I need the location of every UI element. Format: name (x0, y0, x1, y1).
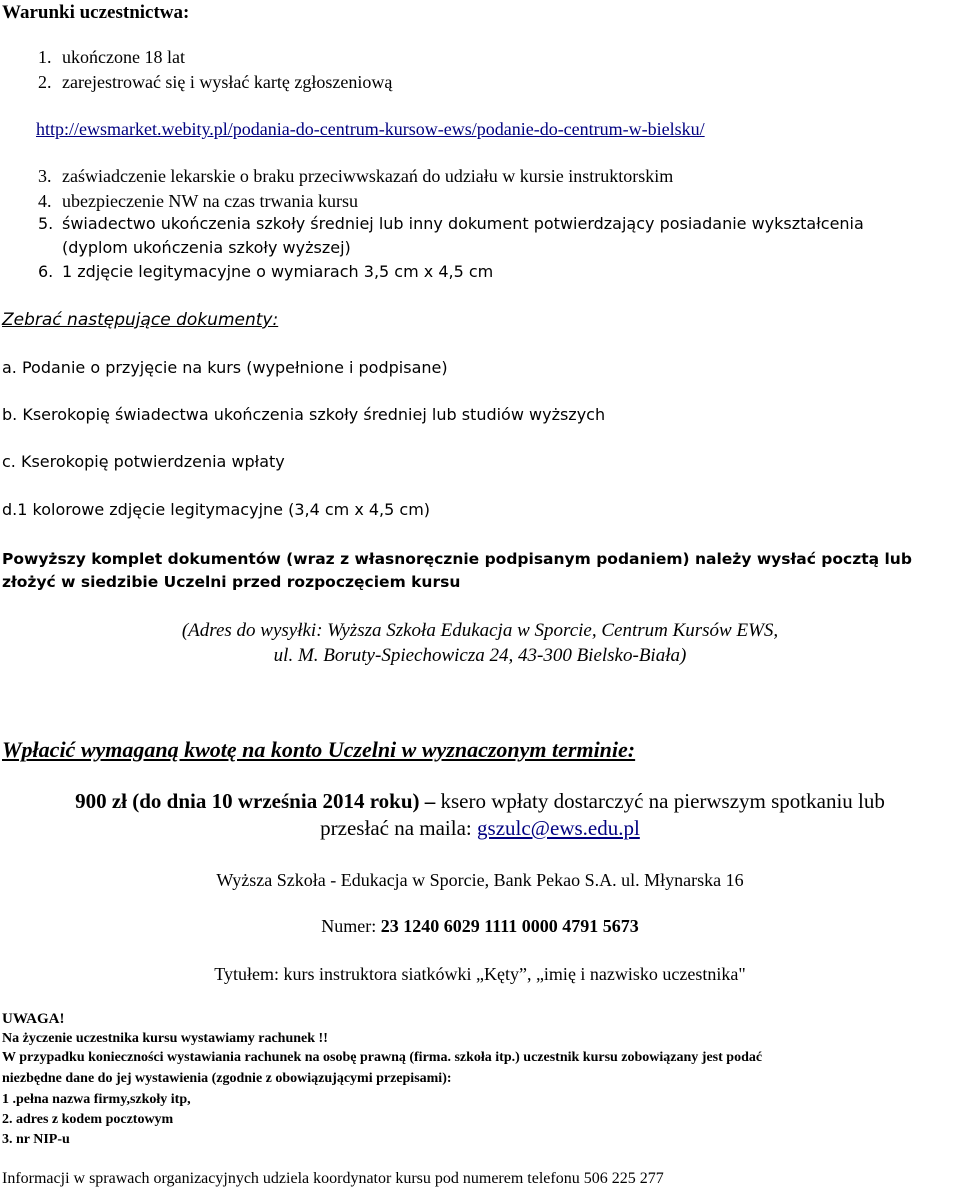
mailing-address-line1: (Adres do wysyłki: Wyższa Szkoła Edukacja w Sporcie, Centrum Kursów EWS, (181, 620, 779, 641)
payment-dash: – (424, 789, 436, 813)
mailing-address-line2: ul. M. Boruty-Spiechowicza 24, 43-300 Bielsko-Biała) (273, 645, 687, 666)
payment-email-label: przesłać na maila: (320, 816, 472, 840)
document-item-a: a. Podanie o przyjęcie na kurs (wypełnione i podpisane) (2, 358, 448, 377)
note-item-1: 1 .pełna nazwa firmy,szkoły itp, (2, 1092, 191, 1107)
account-number: 23 1240 6029 1111 0000 4791 5673 (380, 916, 639, 936)
note-heading: UWAGA! (2, 1011, 65, 1027)
account-label: Numer: (321, 916, 377, 936)
registration-link[interactable]: http://ewsmarket.webity.pl/podania-do-centrum-kursow-ews/podanie-do-centrum-w-bielsku/ (36, 119, 705, 139)
condition-5: 5. świadectwo ukończenia szkoły średniej lub inny dokument potwierdzający posiadanie wykształcenia (38, 214, 864, 233)
payment-text: ksero wpłaty dostarczyć na pierwszym spotkaniu lub (440, 789, 885, 813)
page-title: Warunki uczestnictwa: (2, 2, 190, 23)
document-item-d: d.1 kolorowe zdjęcie legitymacyjne (3,4 cm x 4,5 cm) (2, 500, 431, 519)
payment-email-line (0, 816, 960, 841)
condition-5-continued: (dyplom ukończenia szkoły wyższej) (62, 238, 351, 257)
payment-email-link[interactable]: gszulc@ews.edu.pl (477, 816, 640, 840)
document-item-b: b. Kserokopię świadectwa ukończenia szkoły średniej lub studiów wyższych (2, 405, 606, 424)
condition-4: 4. ubezpieczenie NW na czas trwania kursu (38, 191, 359, 211)
note-item-2: 2. adres z kodem pocztowym (2, 1112, 174, 1127)
condition-1: 1. ukończone 18 lat (38, 47, 185, 67)
payment-heading: Wpłacić wymaganą kwotę na konto Uczelni w wyznaczonym terminie: (2, 737, 636, 762)
bank-info: Wyższa Szkoła - Edukacja w Sporcie, Bank Pekao S.A. ul. Młynarska 16 (216, 870, 744, 890)
note-item-3: 3. nr NIP-u (2, 1132, 70, 1147)
footer-contact: Informacji w sprawach organizacyjnych udziela koordynator kursu pod numerem telefonu 506 225 277 (2, 1170, 664, 1187)
note-line-3: niezbędne dane do jej wystawienia (zgodnie z obowiązującymi przepisami): (2, 1071, 452, 1086)
condition-6: 6. 1 zdjęcie legitymacyjne o wymiarach 3,5 cm x 4,5 cm (38, 262, 494, 281)
submit-instructions-line2: złożyć w siedzibie Uczelni przed rozpoczęciem kursu (2, 573, 461, 591)
condition-2: 2. zarejestrować się i wysłać kartę zgłoszeniową (38, 72, 393, 92)
note-line-1: Na życzenie uczestnika kursu wystawiamy rachunek !! (2, 1031, 328, 1046)
submit-instructions-line1: Powyższy komplet dokumentów (wraz z własnoręcznie podpisanym podaniem) należy wysłać pocztą lub (2, 550, 912, 568)
condition-3: 3. zaświadczenie lekarskie o braku przeciwwskazań do udziału w kursie instruktorskim (38, 166, 674, 186)
payment-deadline-line (0, 789, 960, 814)
transfer-title: Tytułem: kurs instruktora siatkówki „Kęty”, „imię i nazwisko uczestnika" (214, 964, 746, 984)
note-line-2: W przypadku konieczności wystawiania rachunek na osobę prawną (firma. szkoła itp.) uczestnik kursu zobowiązany jest podać (2, 1050, 763, 1065)
account-number-line (0, 916, 960, 937)
documents-heading: Zebrać następujące dokumenty: (2, 310, 279, 330)
document-item-c: c. Kserokopię potwierdzenia wpłaty (2, 452, 285, 471)
payment-amount: 900 zł (do dnia 10 września 2014 roku) (75, 789, 420, 813)
